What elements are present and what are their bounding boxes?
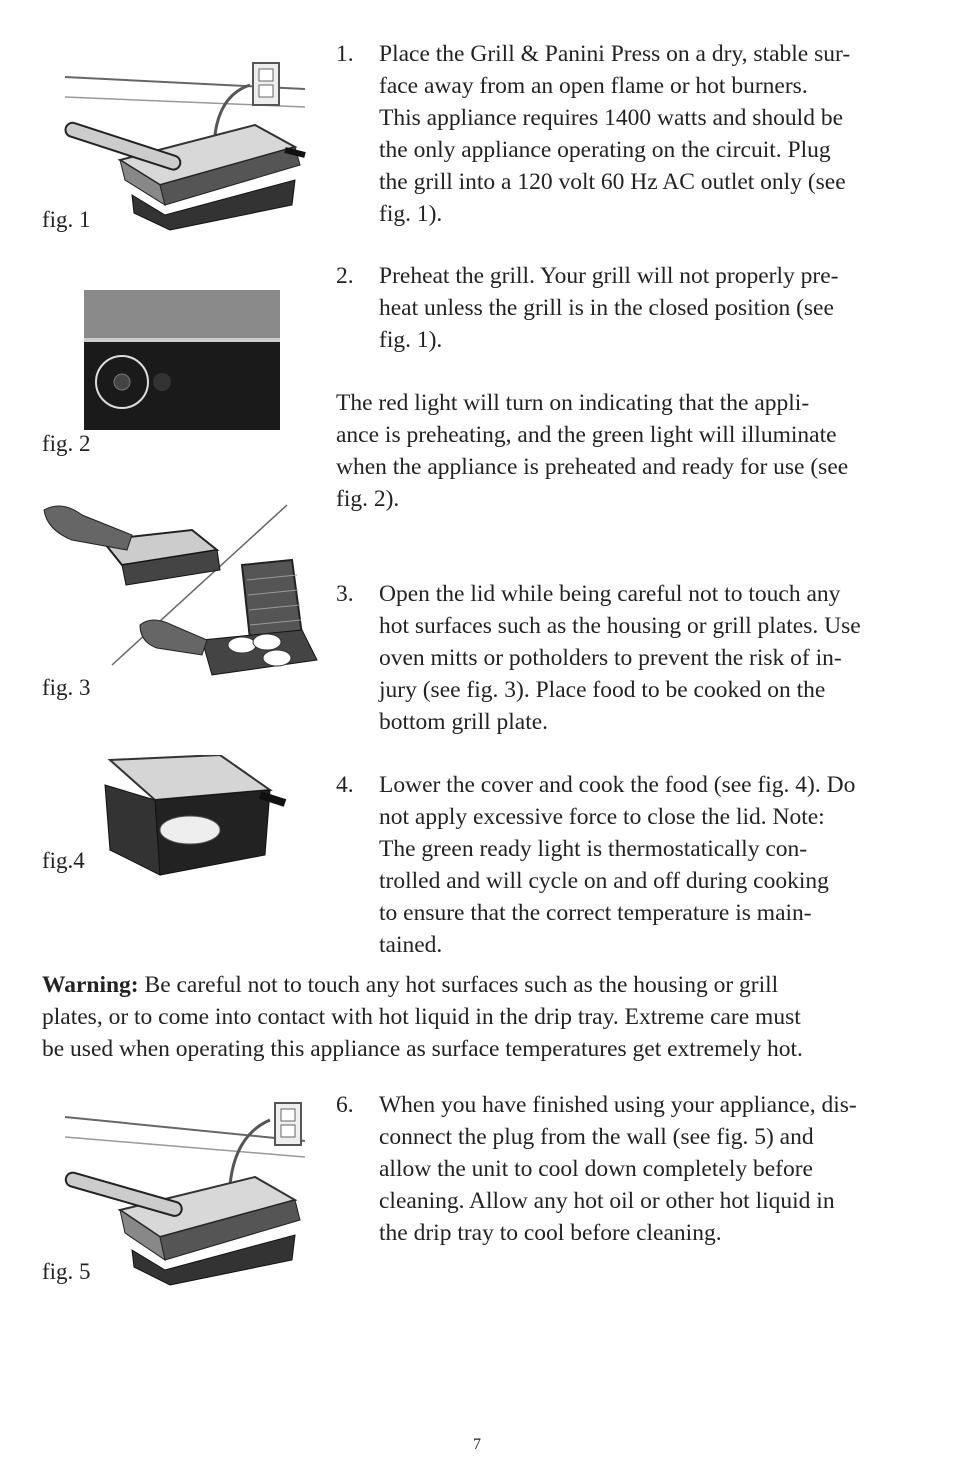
figure-2-label: fig. 2 bbox=[42, 431, 91, 456]
step-3-line: Open the lid while being careful not to touch any bbox=[379, 581, 841, 607]
step-4-text bbox=[379, 769, 919, 961]
step-3-line: jury (see fig. 3). Place food to be cooked on the bbox=[379, 677, 826, 703]
figure-4-illustration bbox=[100, 755, 290, 885]
step-1-text bbox=[379, 38, 919, 230]
step-4-line: The green ready light is thermostatically con- bbox=[379, 836, 808, 862]
step-4-line: not apply excessive force to close the lid. Note: bbox=[379, 804, 825, 830]
step-4-line: Lower the cover and cook the food (see fig. 4). Do bbox=[379, 772, 856, 798]
note-line: fig. 2). bbox=[336, 486, 400, 512]
step-3-line: oven mitts or potholders to prevent the risk of in- bbox=[379, 645, 842, 671]
step-2-line: heat unless the grill is in the closed position (see bbox=[379, 295, 834, 321]
page-number: 7 bbox=[473, 1436, 481, 1453]
step-2-line: fig. 1). bbox=[379, 327, 443, 353]
step-1-line: Place the Grill & Panini Press on a dry, stable sur- bbox=[379, 41, 851, 67]
step-6-line: cleaning. Allow any hot oil or other hot liquid in bbox=[379, 1188, 835, 1214]
figure-5-illustration bbox=[60, 1095, 310, 1290]
figure-2-illustration bbox=[84, 290, 280, 430]
step-6-line: connect the plug from the wall (see fig. 5) and bbox=[379, 1124, 814, 1150]
figure-3-label: fig. 3 bbox=[42, 675, 91, 700]
step-6-line: allow the unit to cool down completely before bbox=[379, 1156, 813, 1182]
note-line: ance is preheating, and the green light will illuminate bbox=[336, 422, 837, 448]
indicator-light-note bbox=[336, 387, 926, 515]
step-6-number: 6. bbox=[336, 1092, 354, 1118]
figure-4-label: fig.4 bbox=[42, 848, 85, 873]
step-1-line: the grill into a 120 volt 60 Hz AC outlet only (see bbox=[379, 169, 846, 195]
figure-5-label: fig. 5 bbox=[42, 1259, 91, 1284]
step-4-line: tained. bbox=[379, 932, 443, 958]
step-2-number: 2. bbox=[336, 263, 354, 289]
warning-line: plates, or to come into contact with hot liquid in the drip tray. Extreme care must bbox=[42, 1004, 801, 1030]
warning-line: be used when operating this appliance as surface temperatures get extremely hot. bbox=[42, 1036, 803, 1062]
figure-1-label: fig. 1 bbox=[42, 207, 91, 232]
step-4-line: trolled and will cycle on and off during cooking bbox=[379, 868, 829, 894]
figure-3-illustration bbox=[42, 500, 322, 695]
step-1-number: 1. bbox=[336, 41, 354, 67]
step-4-number: 4. bbox=[336, 772, 354, 798]
step-6-line: When you have finished using your appliance, dis- bbox=[379, 1092, 857, 1118]
step-1-line: face away from an open flame or hot burners. bbox=[379, 73, 808, 99]
step-3-number: 3. bbox=[336, 581, 354, 607]
warning-paragraph bbox=[42, 969, 922, 1065]
step-4-line: to ensure that the correct temperature is main- bbox=[379, 900, 812, 926]
warning-line: Be careful not to touch any hot surfaces such as the housing or grill bbox=[138, 972, 779, 998]
step-3-line: hot surfaces such as the housing or grill plates. Use bbox=[379, 613, 861, 639]
warning-label: Warning: bbox=[42, 972, 139, 998]
step-1-line: This appliance requires 1400 watts and should be bbox=[379, 105, 844, 131]
step-3-line: bottom grill plate. bbox=[379, 709, 549, 735]
note-line: The red light will turn on indicating that the appli- bbox=[336, 390, 810, 416]
step-1-line: fig. 1). bbox=[379, 201, 443, 227]
figure-1-illustration bbox=[60, 55, 310, 235]
step-2-text bbox=[379, 260, 919, 356]
note-line: when the appliance is preheated and ready for use (see bbox=[336, 454, 849, 480]
step-1-line: the only appliance operating on the circuit. Plug bbox=[379, 137, 831, 163]
step-3-text bbox=[379, 578, 919, 738]
step-2-line: Preheat the grill. Your grill will not properly pre- bbox=[379, 263, 839, 289]
step-6-line: the drip tray to cool before cleaning. bbox=[379, 1220, 722, 1246]
step-6-text bbox=[379, 1089, 919, 1249]
